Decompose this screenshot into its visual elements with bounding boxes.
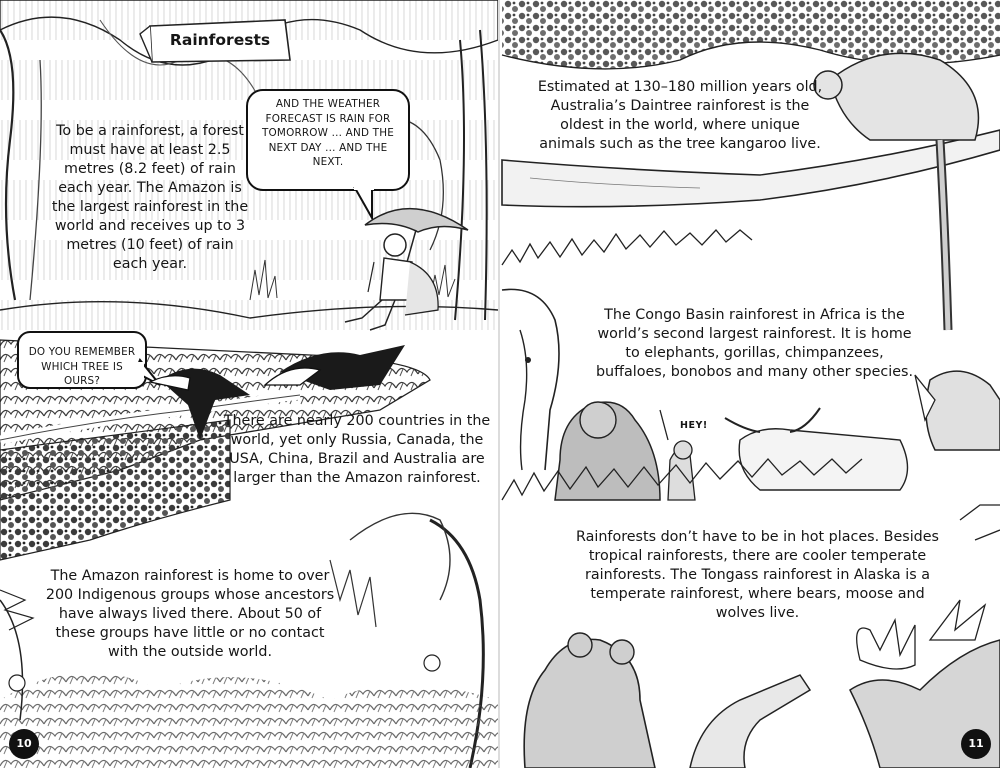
congo-animals — [502, 371, 1000, 500]
remember-speech: DO YOU REMEMBER WHICH TREE IS OURS? — [28, 346, 136, 388]
hey-speech: HEY! — [680, 420, 708, 431]
congo-fact: The Congo Basin rainforest in Africa is the world’s second largest rainforest. It is home to elephants, gorillas, chimpanzees, buffaloes, bonobos and many other species. — [595, 307, 914, 380]
grass-line — [502, 230, 752, 265]
page-number-left: 10 — [16, 737, 32, 750]
rainfall-fact: To be a rainforest, a forest must have at least 2.5 metres (8.2 feet) of rain each year. The Amazon is the largest rainforest in the world and receives up to 3 metres (10 feet) of rain each year. — [51, 123, 249, 272]
elephant-figure — [502, 289, 559, 470]
tongass-fact: Rainforests don’t have to be in hot places. Besides tropical rainforests, there are cooler temperate rainforests. The Tongass rainforest in Alaska is a temperate rainforest, where bears, moose and wolves live. — [576, 529, 939, 621]
page-title: Rainforests — [169, 31, 271, 49]
forecast-speech: AND THE WEATHER FORECAST IS RAIN FOR TOMORROW ... AND THE NEXT DAY ... AND THE NEXT. — [262, 98, 394, 169]
countries-fact: There are nearly 200 countries in the world, yet only Russia, Canada, the USA, China, Brazil and Australia are larger than the Amazon rainforest. — [223, 413, 491, 486]
page-number-right: 11 — [968, 737, 984, 750]
daintree-fact: Estimated at 130–180 million years old, Australia’s Daintree rainforest is the oldest in the world, where unique animals such as the tree kangaroo live. — [537, 79, 823, 152]
indigenous-fact: The Amazon rainforest is home to over 200 Indigenous groups whose ancestors have always lived there. About 50 of these groups have little or no contact with the outside world. — [45, 568, 335, 660]
